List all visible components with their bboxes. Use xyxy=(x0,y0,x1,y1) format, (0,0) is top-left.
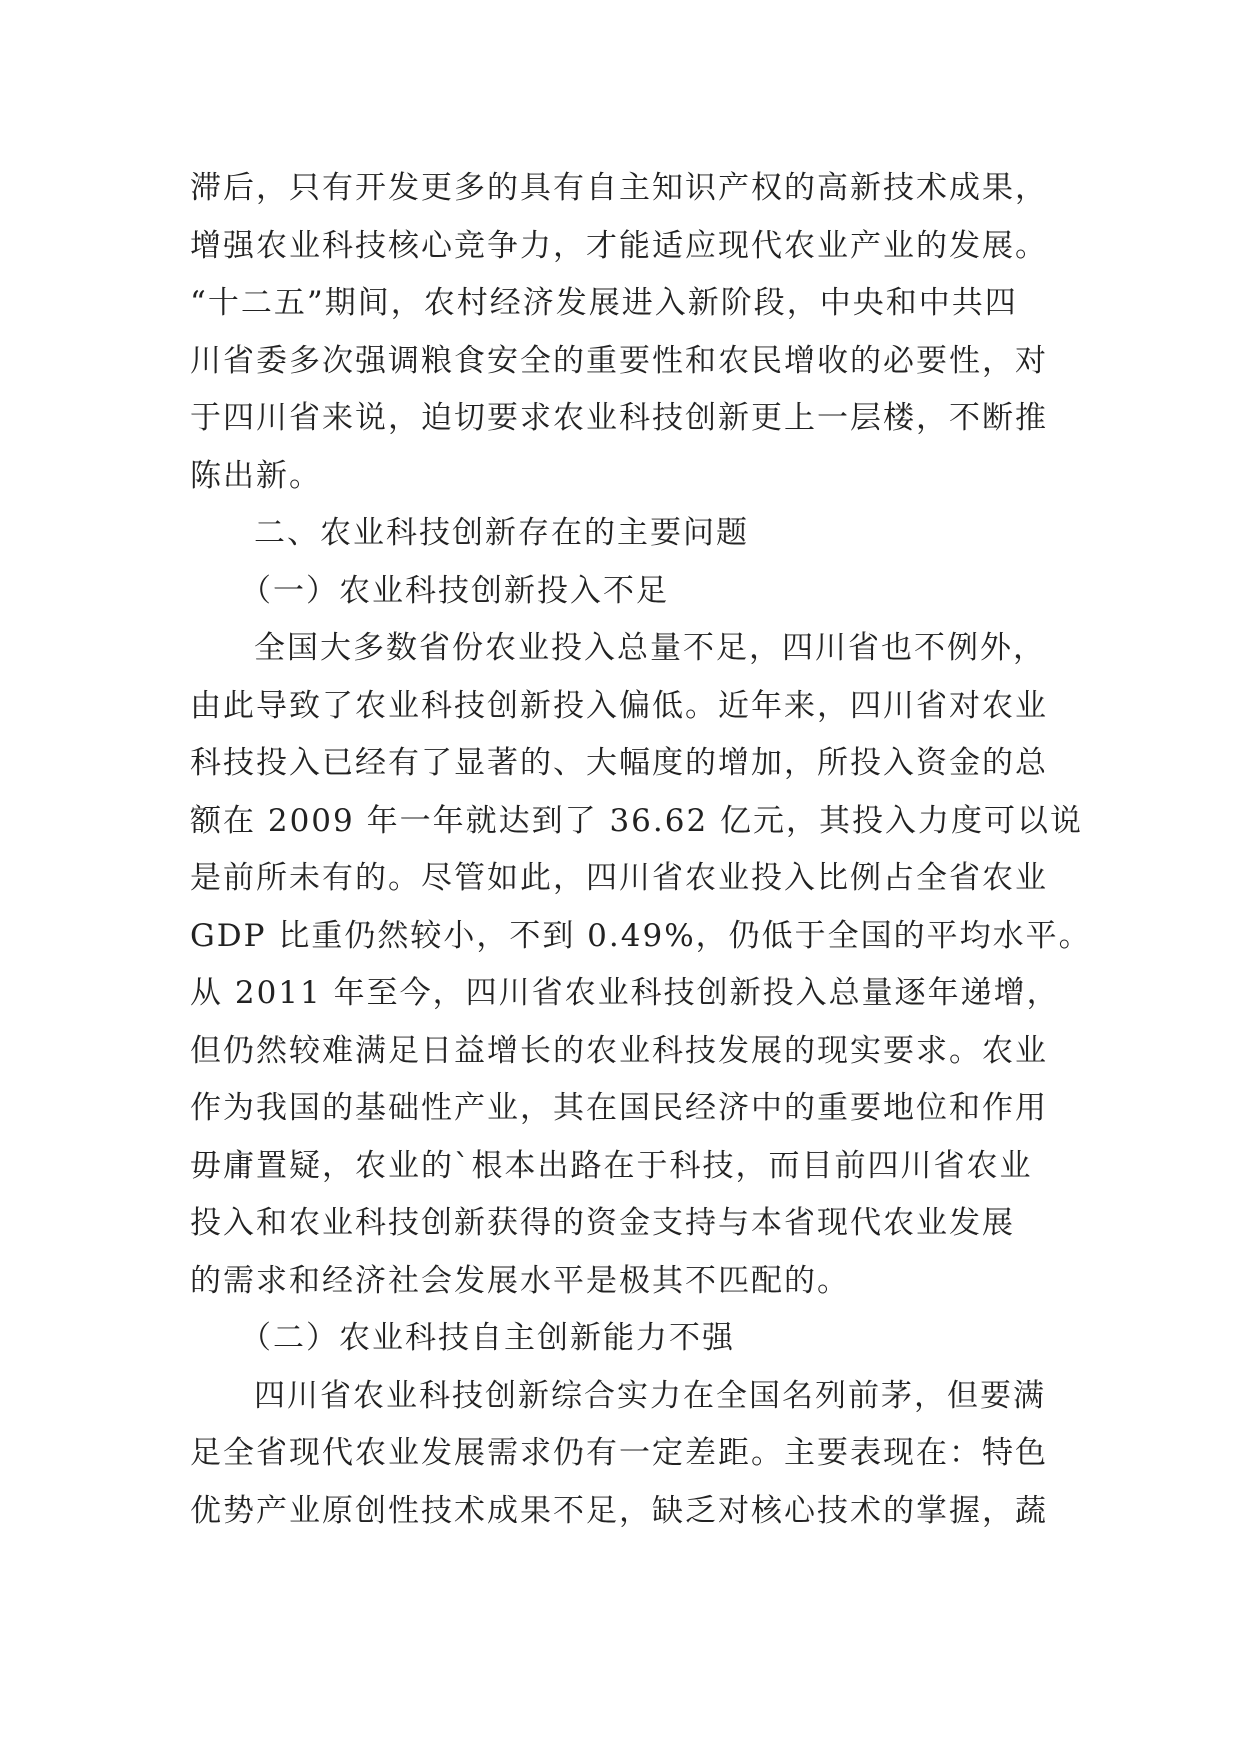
subsection-heading: （一）农业科技创新投入不足 xyxy=(240,572,669,609)
text-line: 毋庸置疑，农业的`根本出路在于科技，而目前四川省农业 xyxy=(190,1147,1033,1184)
text-line: 川省委多次强调粮食安全的重要性和农民增收的必要性，对 xyxy=(190,342,1048,379)
text-line: 优势产业原创性技术成果不足，缺乏对核心技术的掌握，蔬 xyxy=(190,1492,1048,1529)
text-line: 但仍然较难满足日益增长的农业科技发展的现实要求。农业 xyxy=(190,1032,1048,1069)
text-line: 足全省现代农业发展需求仍有一定差距。主要表现在：特色 xyxy=(190,1435,1048,1471)
body-text xyxy=(190,160,1092,1540)
text-line: GDP 比重仍然较小，不到 0.49%，仍低于全国的平均水平。 xyxy=(190,917,1092,954)
text-line: 由此导致了农业科技创新投入偏低。近年来，四川省对农业 xyxy=(190,687,1048,724)
text-line: 增强农业科技核心竞争力，才能适应现代农业产业的发展。 xyxy=(190,227,1048,264)
text-line: 额在 2009 年一年就达到了 36.62 亿元，其投入力度可以说 xyxy=(190,802,1084,839)
text-line: 于四川省来说，迫切要求农业科技创新更上一层楼，不断推 xyxy=(190,400,1048,436)
text-line: 是前所未有的。尽管如此，四川省农业投入比例占全省农业 xyxy=(190,860,1048,896)
text-line: 从 2011 年至今，四川省农业科技创新投入总量逐年递增， xyxy=(190,975,1060,1011)
text-line: 投入和农业科技创新获得的资金支持与本省现代农业发展 xyxy=(190,1205,1015,1241)
text-line: “十二五”期间，农村经济发展进入新阶段，中央和中共四 xyxy=(190,285,1018,321)
text-line: 作为我国的基础性产业，其在国民经济中的重要地位和作用 xyxy=(190,1090,1048,1126)
text-line: 滞后，只有开发更多的具有自主知识产权的高新技术成果， xyxy=(190,170,1048,206)
text-line: 科技投入已经有了显著的、大幅度的增加，所投入资金的总 xyxy=(190,745,1048,781)
text-line: 四川省农业科技创新综合实力在全国名列前茅，但要满 xyxy=(254,1377,1046,1414)
section-heading: 二、农业科技创新存在的主要问题 xyxy=(254,515,749,551)
subsection-heading: （二）农业科技自主创新能力不强 xyxy=(240,1320,735,1356)
text-line: 的需求和经济社会发展水平是极其不匹配的。 xyxy=(190,1262,850,1299)
text-line: 陈出新。 xyxy=(190,457,322,494)
text-line: 全国大多数省份农业投入总量不足，四川省也不例外， xyxy=(254,630,1046,666)
